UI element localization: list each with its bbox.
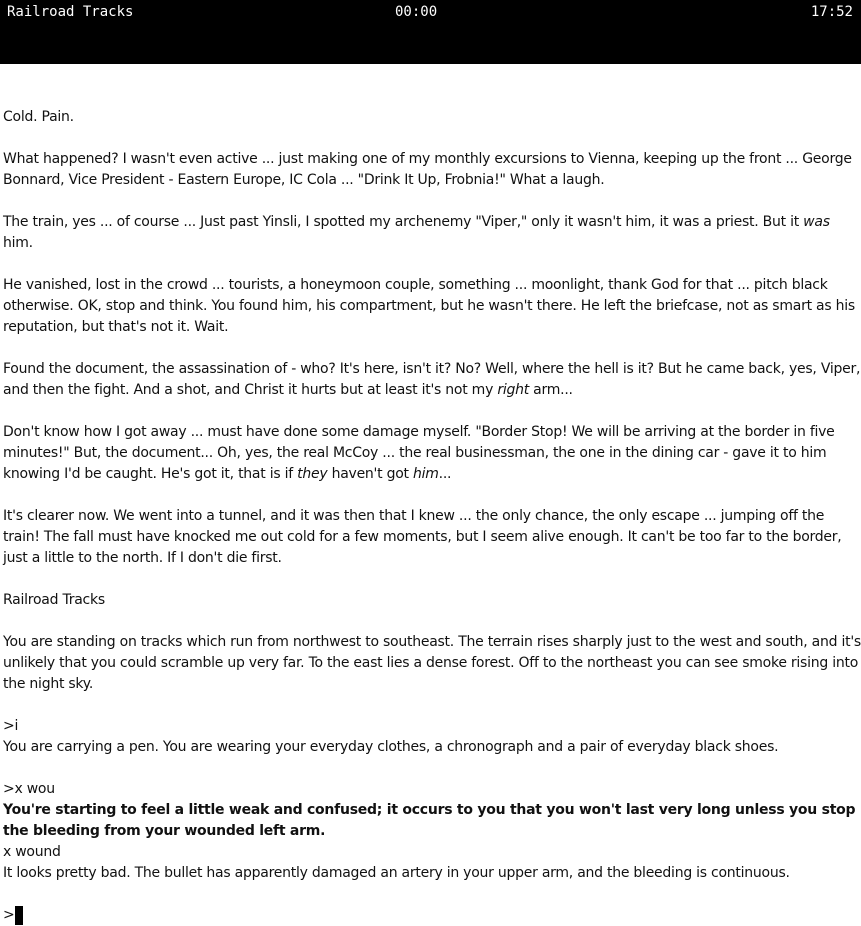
status-score: 00:00 — [395, 4, 438, 20]
player-command: >x wou — [3, 781, 55, 797]
room-title: Railroad Tracks — [3, 592, 105, 608]
story-paragraph: Don't know how I got away ... must have done some damage myself. "Border Stop! We will be arriving at the border in five minutes!" But, the document... Oh, yes, the real McCoy ... the real businessman, the one in the dining car - gave it to him knowing I'd be caught. He's got it, that is if they haven't got him... — [3, 424, 835, 482]
command-input[interactable] — [3, 905, 861, 926]
player-command: >i — [3, 718, 19, 734]
game-response: You are carrying a pen. You are wearing your everyday clothes, a chronograph and a pair of everyday black shoes. — [3, 739, 779, 755]
story-paragraph: The train, yes ... of course ... Just past Yinsli, I spotted my archenemy "Viper," only it wasn't him, it was a priest. But it was him. — [3, 214, 830, 251]
status-bar — [0, 0, 861, 64]
game-transcript — [3, 107, 861, 926]
game-response-warning: You're starting to feel a little weak and confused; it occurs to you that you won't last very long unless you stop the bleeding from your wounded left arm. — [3, 802, 856, 839]
status-location: Railroad Tracks — [7, 4, 134, 20]
game-response: It looks pretty bad. The bullet has apparently damaged an artery in your upper arm, and the bleeding is continuous. — [3, 865, 790, 881]
story-paragraph: Cold. Pain. — [3, 109, 74, 125]
command-prompt: > — [3, 907, 15, 923]
room-description: You are standing on tracks which run from northwest to southeast. The terrain rises sharply just to the west and south, and it's unlikely that you could scramble up very far. To the east lies a dense forest. Off to the northeast you can see smoke rising into the night sky. — [3, 634, 861, 692]
story-paragraph: It's clearer now. We went into a tunnel, and it was then that I knew ... the only chance, the only escape ... jumping off the train! The fall must have knocked me out cold for a few moments, but I seem alive enough. It can't be too far to the border, just a little to the north. If I don't die first. — [3, 508, 842, 566]
status-time: 17:52 — [810, 4, 853, 20]
story-paragraph: Found the document, the assassination of - who? It's here, isn't it? No? Well, where the hell is it? But he came back, yes, Viper, and then the fight. And a shot, and Christ it hurts but at least it's not my right arm... — [3, 361, 861, 398]
text-cursor — [15, 906, 23, 925]
player-command: x wound — [3, 844, 61, 860]
story-paragraph: What happened? I wasn't even active ... just making one of my monthly excursions to Vienna, keeping up the front ... George Bonnard, Vice President - Eastern Europe, IC Cola ... "Drink It Up, Frobnia!" What a laugh. — [3, 151, 852, 188]
story-paragraph: He vanished, lost in the crowd ... tourists, a honeymoon couple, something ... moonlight, thank God for that ... pitch black otherwise. OK, stop and think. You found him, his compartment, but he wasn't there. He left the briefcase, not as smart as his reputation, but that's not it. Wait. — [3, 277, 855, 335]
